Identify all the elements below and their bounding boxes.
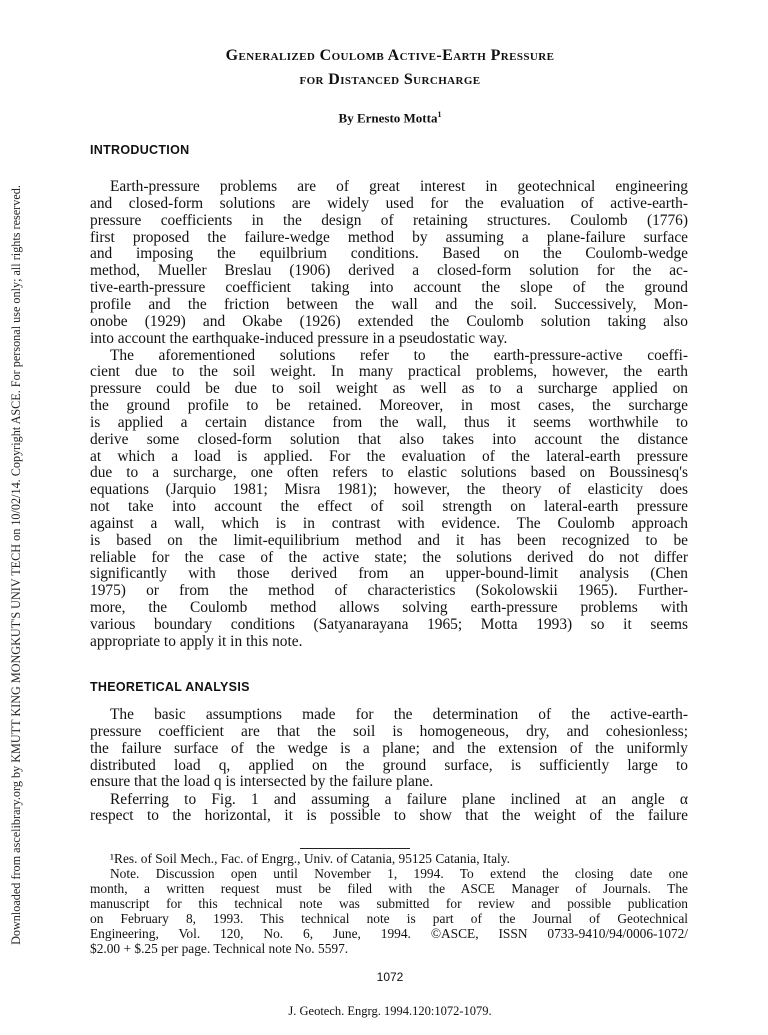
text-line: not take into account the effect of soil strength on lateral-earth pressure [90,498,688,516]
text-line: due to a surcharge, one often refers to elastic solutions based on Boussinesq's [90,464,688,482]
theory-paragraph-2 [90,792,688,826]
text-line: pressure coefficient are that the soil is homogeneous, dry, and cohesionless; [90,722,688,740]
text-line: against a wall, which is in contrast with evidence. The Coulomb approach [90,514,688,532]
author-footnote-mark: 1 [437,110,442,119]
text-line: 1975) or from the method of characteristics (Sokolowskii 1965). Further- [90,582,688,600]
text-line: derive some closed-form solution that also takes into account the distance [90,430,688,448]
text-line: ensure that the load q is intersected by the failure plane. [90,773,434,791]
text-line: appropriate to apply it in this note. [90,632,303,650]
text-line: the failure surface of the wedge is a plane; and the extension of the uniformly [90,739,688,757]
text-line: distributed load q, applied on the ground surface, is sufficiently large to [90,756,688,774]
text-line: first proposed the failure-wedge method by assuming a plane-failure surface [90,228,688,246]
text-line: The aforementioned solutions refer to the earth-pressure-active coeffi- [110,346,688,364]
text-line: is applied a certain distance from the wall, thus it seems worthwhile to [90,413,688,431]
author-byline [90,106,690,127]
note-line: Engineering, Vol. 120, No. 6, June, 1994. ©ASCE, ISSN 0733-9410/94/0006-1072/ [90,926,688,941]
affiliation-footnote: ¹Res. of Soil Mech., Fac. of Engrg., Univ. of Catania, 95125 Catania, Italy. [110,851,510,866]
text-line: The basic assumptions made for the determination of the active-earth- [110,706,688,723]
note-line: $2.00 + $.25 per page. Technical note No. 5597. [90,941,349,956]
note-line: month, a written request must be filed with the ASCE Manager of Journals. The [90,881,688,896]
author-name: By Ernesto Motta [338,110,438,126]
text-line: cient due to the soil weight. In many practical problems, however, the earth [90,363,688,381]
text-line: the ground profile to be retained. Moreover, in most cases, the surcharge [90,397,688,415]
footnote-divider [300,848,410,849]
note-line: Note. Discussion open until November 1, 1994. To extend the closing date one [110,866,688,881]
text-line: into account the earthquake-induced pressure in a pseudostatic way. [90,329,508,347]
text-line: respect to the horizontal, it is possible to show that the weight of the failure [90,807,688,825]
page-number: 1072 [376,970,404,984]
section-heading-theoretical-analysis: THEORETICAL ANALYSIS [90,680,250,694]
text-line: is based on the limit-equilibrium method and it has been recognized to be [90,531,688,549]
text-line: profile and the friction between the wall and the soil. Successively, Mon- [90,295,688,313]
note-line: manuscript for this technical note was submitted for review and possible publication [90,896,688,911]
text-line: equations (Jarquio 1981; Misra 1981); however, the theory of elasticity does [90,481,688,499]
text-line: Referring to Fig. 1 and assuming a failure plane inclined at an angle α [110,790,688,808]
section-heading-introduction: INTRODUCTION [90,143,190,157]
text-line: reliable for the case of the active state; the solutions derived do not differ [90,548,688,566]
text-line: and imposing the equilbrium conditions. Based on the Coulomb-wedge [90,245,688,263]
title-line-1: Generalized Coulomb Active-Earth Pressure [225,47,555,64]
text-line: significantly with those derived from an upper-bound-limit analysis (Chen [90,565,688,583]
text-line: and closed-form solutions are widely used for the evaluation of active-earth- [90,194,688,212]
note-line: on February 8, 1993. This technical note is part of the Journal of Geotechnical [90,911,688,926]
text-line: onobe (1929) and Okabe (1926) extended the Coulomb solution taking also [90,312,688,330]
citation-footer: J. Geotech. Engrg. 1994.120:1072-1079. [288,1004,492,1018]
text-line: more, the Coulomb method allows solving earth-pressure problems with [90,599,688,617]
text-line: various boundary conditions (Satyanarayana 1965; Motta 1993) so it seems [90,616,688,633]
download-watermark: Downloaded from ascelibrary.org by KMUTT KING MONGKUT'S UNIV TECH on 10/02/14. Copyright ASCE. For personal use only; all rights reserved. [9,185,23,945]
footnotes [90,851,688,956]
text-line: method, Mueller Breslau (1906) derived a closed-form solution for the ac- [90,262,688,280]
theory-paragraph-1 [90,707,688,791]
intro-paragraph-1 [90,179,688,347]
text-line: at which a load is applied. For the evaluation of the lateral-earth pressure [90,447,688,465]
text-line: pressure coefficients in the design of retaining structures. Coulomb (1776) [90,211,688,229]
title-line-2: for Distanced Surcharge [299,71,481,88]
text-line: Earth-pressure problems are of great interest in geotechnical engineering [110,178,688,195]
text-line: tive-earth-pressure coefficient taking into account the slope of the ground [90,279,688,297]
intro-paragraph-2 [90,348,688,651]
text-line: pressure could be due to soil weight as well as to a surcharge applied on [90,380,688,398]
paper-title [90,44,690,92]
